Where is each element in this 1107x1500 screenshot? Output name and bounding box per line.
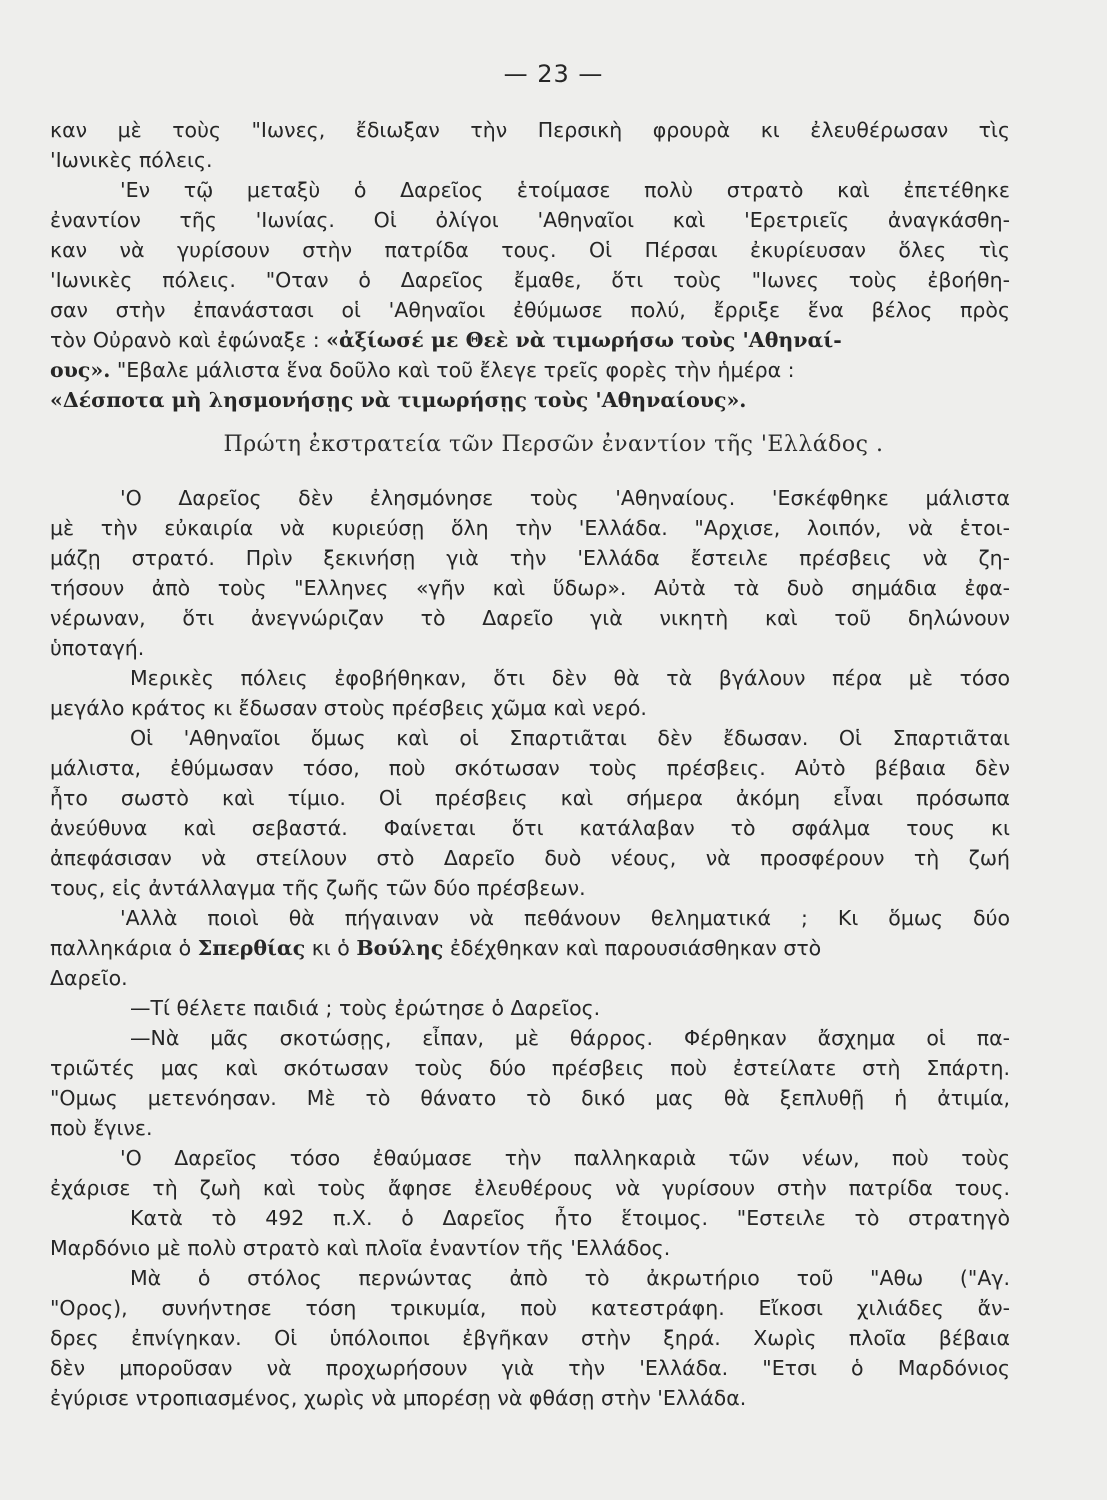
text-line: δρες ἐπνίγηκαν. Οἱ ὑπόλοιποι ἐβγῆκαν στὴν ξηρά. Χωρὶς πλοῖα βέβαια — [50, 1326, 1010, 1350]
quote-bold: «ἀξίωσέ με Θεὲ νὰ τιμωρήσω τοὺς 'Αθηναί- — [326, 328, 842, 352]
text-line: ἐναντίον τῆς 'Ιωνίας. Οἱ ὀλίγοι 'Αθηναῖοι καὶ 'Ερετριεῖς ἀναγκάσθη- — [50, 208, 1010, 232]
text-line: Δαρεῖο. — [50, 966, 128, 990]
text-line: 'Ο Δαρεῖος τόσο ἐθαύμασε τὴν παλληκαριὰ τῶν νέων, ποὺ τοὺς — [120, 1146, 1010, 1170]
text-line: 'Ιωνικὲς πόλεις. — [50, 148, 213, 172]
text-line: "Ομως μετενόησαν. Μὲ τὸ θάνατο τὸ δικό μας θὰ ξεπλυθῇ ἡ ἀτιμία, — [50, 1086, 1010, 1110]
text-line: μάζῃ στρατό. Πρὶν ξεκινήσῃ γιὰ τὴν 'Ελλάδα ἔστειλε πρέσβεις νὰ ζη- — [50, 546, 1010, 570]
text-line: μεγάλο κράτος κι ἔδωσαν στοὺς πρέσβεις χῶμα καὶ νερό. — [50, 696, 647, 720]
text-line: 'Εν τῷ μεταξὺ ὁ Δαρεῖος ἑτοίμασε πολὺ στρατὸ καὶ ἐπετέθηκε — [120, 178, 1010, 202]
text-line: 'Ιωνικὲς πόλεις. "Οταν ὁ Δαρεῖος ἔμαθε, ὅτι τοὺς "Ιωνες τοὺς ἐβοήθη- — [50, 268, 1010, 292]
dialogue-line: —Νὰ μᾶς σκοτώσῃς, εἶπαν, μὲ θάρρος. Φέρθηκαν ἄσχημα οἱ πα- — [130, 1026, 1010, 1050]
text-span: παλληκάρια ὁ — [50, 936, 198, 960]
dialogue-line: —Τί θέλετε παιδιά ; τοὺς ἐρώτησε ὁ Δαρεῖος. — [130, 996, 601, 1020]
text-line: μάλιστα, ἐθύμωσαν τόσο, ποὺ σκότωσαν τοὺς πρέσβεις. Αὐτὸ βέβαια δὲν — [50, 756, 1010, 780]
text-line: δὲν μποροῦσαν νὰ προχωρήσουν γιὰ τὴν 'Ελλάδα. "Ετσι ὁ Μαρδόνιος — [50, 1356, 1010, 1380]
text-line: ἐγύρισε ντροπιασμένος, χωρὶς νὰ μπορέσῃ νὰ φθάσῃ στὴν 'Ελλάδα. — [50, 1386, 747, 1410]
text-line: "Ορος), συνήντησε τόση τρικυμία, ποὺ κατεστράφη. Εἴκοσι χιλιάδες ἄν- — [50, 1296, 1010, 1320]
person-name-bold: Σπερθίας — [197, 936, 306, 960]
text-line: σαν στὴν ἐπανάστασι οἱ 'Αθηναῖοι ἐθύμωσε πολύ, ἔρριξε ἕνα βέλος πρὸς — [50, 298, 1010, 322]
text-span: κι ὁ — [305, 936, 357, 960]
text-line: νέρωναν, ὅτι ἀνεγνώριζαν τὸ Δαρεῖο γιὰ νικητὴ καὶ τοῦ δηλώνουν — [50, 606, 1010, 630]
text-line: ἀνεύθυνα καὶ σεβαστά. Φαίνεται ὅτι κατάλαβαν τὸ σφάλμα τους κι — [50, 816, 1010, 840]
text-span: ἐδέχθηκαν καὶ παρουσιάσθηκαν στὸ — [443, 936, 822, 960]
text-line: τους, εἰς ἀντάλλαγμα τῆς ζωῆς τῶν δύο πρέσβεων. — [50, 876, 586, 900]
page-number: — 23 — — [503, 60, 604, 88]
text-line: Κατὰ τὸ 492 π.Χ. ὁ Δαρεῖος ἦτο ἕτοιμος. "Εστειλε τὸ στρατηγὸ — [130, 1206, 1010, 1230]
person-name-bold: Βούλης — [356, 936, 444, 960]
text-line: Μερικὲς πόλεις ἐφοβήθηκαν, ὅτι δὲν θὰ τὰ βγάλουν πέρα μὲ τόσο — [130, 666, 1010, 690]
text-line: ἀπεφάσισαν νὰ στείλουν στὸ Δαρεῖο δυὸ νέους, νὰ προσφέρουν τὴ ζωή — [50, 846, 1010, 870]
text-line: Μὰ ὁ στόλος περνώντας ἀπὸ τὸ ἀκρωτήριο τοῦ "Αθω ("Αγ. — [130, 1266, 1010, 1290]
text-line: ἦτο σωστὸ καὶ τίμιο. Οἱ πρέσβεις καὶ σήμερα ἀκόμη εἶναι πρόσωπα — [50, 786, 1010, 810]
text-line: 'Ο Δαρεῖος δὲν ἐλησμόνησε τοὺς 'Αθηναίους. 'Εσκέφθηκε μάλιστα — [120, 486, 1010, 510]
section-heading: Πρώτη ἐκστρατεία τῶν Περσῶν ἐναντίον τῆς 'Ελλάδος . — [223, 432, 884, 457]
text-line-with-quote — [50, 326, 1010, 354]
text-span: "Εβαλε μάλιστα ἕνα δοῦλο καὶ τοῦ ἔλεγε τρεῖς φορὲς τὴν ἡμέρα : — [110, 358, 795, 382]
text-line: καν μὲ τοὺς "Ιωνες, ἔδιωξαν τὴν Περσικὴ φρουρὰ κι ἐλευθέρωσαν τὶς — [50, 118, 1010, 142]
text-line: 'Αλλὰ ποιοὶ θὰ πήγαιναν νὰ πεθάνουν θεληματικά ; Κι ὅμως δύο — [120, 906, 1010, 930]
text-line: τριῶτές μας καὶ σκότωσαν τοὺς δύο πρέσβεις ποὺ ἐστείλατε στὴ Σπάρτη. — [50, 1056, 1010, 1080]
text-line: ὑποταγή. — [50, 636, 145, 660]
text-line: τήσουν ἀπὸ τοὺς "Ελληνες «γῆν καὶ ὕδωρ». Αὐτὰ τὰ δυὸ σημάδια ἐφα- — [50, 576, 1010, 600]
text-line: ἐχάρισε τὴ ζωὴ καὶ τοὺς ἄφησε ἐλευθέρους νὰ γυρίσουν στὴν πατρίδα τους. — [50, 1176, 1010, 1200]
quote-bold: ους». — [50, 358, 111, 382]
text-line: ποὺ ἔγινε. — [50, 1116, 153, 1140]
text-line-with-names — [50, 934, 1010, 962]
text-line-with-quote — [50, 356, 1010, 384]
text-line: Οἱ 'Αθηναῖοι ὅμως καὶ οἱ Σπαρτιᾶται δὲν ἔδωσαν. Οἱ Σπαρτιᾶται — [130, 726, 1010, 750]
text-line: μὲ τὴν εὐκαιρία νὰ κυριεύσῃ ὅλη τὴν 'Ελλάδα. "Αρχισε, λοιπόν, νὰ ἑτοι- — [50, 516, 1010, 540]
quote-line-bold: «Δέσποτα μὴ λησμονήσῃς νὰ τιμωρήσῃς τοὺς 'Αθηναίους». — [50, 388, 747, 412]
text-span: τὸν Οὐρανὸ καὶ ἐφώναξε : — [50, 328, 327, 352]
text-line: Μαρδόνιο μὲ πολὺ στρατὸ καὶ πλοῖα ἐναντίον τῆς 'Ελλάδος. — [50, 1236, 671, 1260]
text-line: καν νὰ γυρίσουν στὴν πατρίδα τους. Οἱ Πέρσαι ἐκυρίευσαν ὅλες τὶς — [50, 238, 1010, 262]
